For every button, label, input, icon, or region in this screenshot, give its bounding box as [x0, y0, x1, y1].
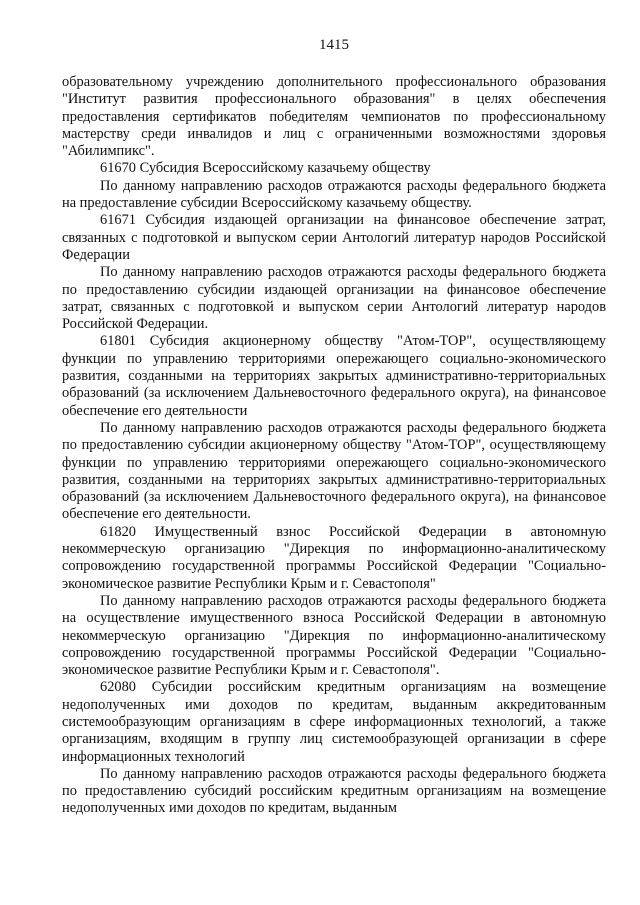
paragraph-61801-heading: 61801 Субсидия акционерному обществу "Атом-ТОР", осуществляющему функции по управлению территориями опережающего социально-экономического развития, созданными на территориях закрытых административно-территориальных образований (за исключением Дальневосточного федерального округа), на финансовое обеспечение его деятельности [62, 333, 606, 419]
paragraph-61820-heading: 61820 Имущественный взнос Российской Федерации в автономную некоммерческую организацию "Дирекция по информационно-аналитическому сопровождению государственной программы Российской Федерации "Социально-экономическое развитие Республики Крым и г. Севастополя" [62, 523, 606, 592]
paragraph-61820-description: По данному направлению расходов отражаются расходы федерального бюджета на осуществление имущественного взноса Российской Федерации в автономную некоммерческую организацию "Дирекция по информационно-аналитическому сопровождению государственной программы Российской Федерации "Социально-экономическое развитие Республики Крым и г. Севастополя". [62, 592, 606, 679]
paragraph-61671-heading: 61671 Субсидия издающей организации на финансовое обеспечение затрат, связанных с подготовкой и выпуском серии Антологий литератур народов Российской Федерации [62, 212, 606, 263]
paragraph-61670-description: По данному направлению расходов отражаются расходы федерального бюджета на предоставление субсидии Всероссийскому казачьему обществу. [62, 177, 606, 212]
paragraph-61671-description: По данному направлению расходов отражаются расходы федерального бюджета по предоставлению субсидии издающей организации на финансовое обеспечение затрат, связанных с подготовкой и выпуском серии Антологий литератур народов Российской Федерации. [62, 264, 606, 333]
paragraph-62080-description: По данному направлению расходов отражаются расходы федерального бюджета по предоставлению субсидий российским кредитным организациям на возмещение недополученных ими доходов по кредитам, выданным [62, 765, 606, 817]
paragraph-61670-heading: 61670 Субсидия Всероссийскому казачьему обществу [100, 160, 431, 177]
paragraph-61801-description: По данному направлению расходов отражаются расходы федерального бюджета по предоставлению субсидии акционерному обществу "Атом-ТОР", осуществляющему функции по управлению территориями опережающего социально-экономического развития, созданными на территориях закрытых административно-территориальных образований (за исключением Дальневосточного федерального округа), на финансовое обеспечение его деятельности. [62, 419, 606, 523]
paragraph-abilympics-end: образовательному учреждению дополнительного профессионального образования "Институт развития профессионального образования" в целях обеспечения предоставления сертификатов победителям чемпионатов по профессиональному мастерству среди инвалидов и лиц с ограниченными возможностями здоровья "Абилимпикс". [62, 74, 606, 160]
paragraph-62080-heading: 62080 Субсидии российским кредитным организациям на возмещение недополученных ими доходов по кредитам, выданным аккредитованным системообразующим организациям в сфере информационных технологий, а также организациям, входящим в группу лиц системообразующей организации в сфере информационных технологий [62, 679, 606, 765]
page-number: 1415 [319, 37, 349, 53]
document-page [62, 36, 606, 818]
